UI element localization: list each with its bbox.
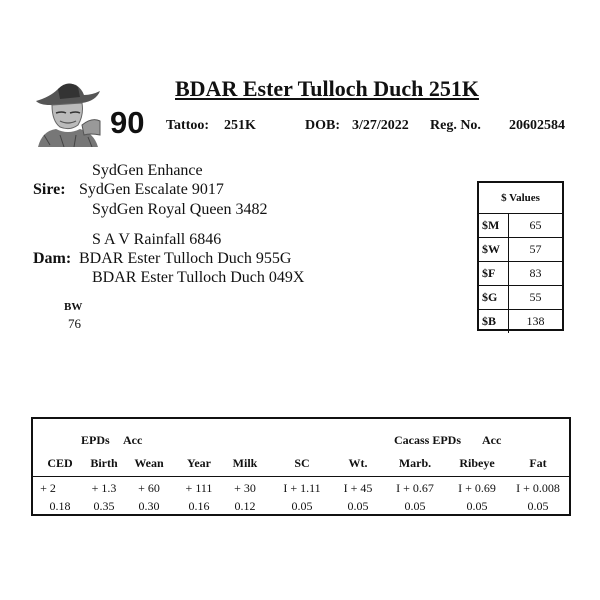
epd-accuracy: 0.18 [49,499,71,513]
dollar-value: 65 [529,218,542,232]
sire-label: Sire: [33,181,66,198]
cowboy-logo-image [30,75,102,147]
reg-value: 20602584 [509,118,565,133]
dam-label: Dam: [33,250,72,267]
epd-accuracy: 0.12 [234,499,256,513]
epd-col-header: Ribeye [459,456,495,470]
epd-accuracy: 0.16 [188,499,210,513]
sire-sire-name: SydGen Enhance [92,162,203,179]
lot-number: 90 [110,105,145,140]
dollar-values-table [477,181,564,331]
carcass-acc-label: Acc [482,433,502,447]
tattoo-value: 251K [224,118,256,133]
dollar-value-row [479,262,562,286]
epd-accuracy: 0.05 [466,499,488,513]
sire-name: SydGen Escalate 9017 [79,181,224,198]
reg-label: Reg. No. [430,118,481,133]
dollar-value: 138 [526,314,545,328]
epd-col-header: Wt. [348,456,368,470]
epd-col-header: SC [294,456,310,470]
dollar-value: 57 [529,242,542,256]
dob-label: DOB: [305,118,340,133]
epd-value: I + 0.67 [396,481,434,495]
dollar-value-label: $G [479,286,509,309]
dob-value: 3/27/2022 [352,118,409,133]
bw-value: 76 [68,316,81,331]
epd-col-header: Marb. [398,456,432,470]
epd-value: + 111 [185,481,213,495]
epd-value: I + 0.69 [458,481,496,495]
dollar-value-label: $W [479,238,509,261]
dollar-value: 83 [529,266,542,280]
epd-col-header: CED [47,456,73,470]
dam-name: BDAR Ester Tulloch Duch 955G [79,250,292,267]
epd-value: + 30 [234,481,256,495]
epd-accuracy: 0.05 [291,499,313,513]
epd-col-header: Year [187,456,211,470]
tattoo-label: Tattoo: [166,118,210,133]
bw-label: BW [64,301,83,313]
epd-value: I + 1.11 [283,481,321,495]
epd-value: I + 45 [343,481,373,495]
dollar-value-row [479,310,562,333]
dollar-value: 55 [529,290,542,304]
epd-accuracy: 0.05 [404,499,426,513]
epd-table [31,417,571,516]
epd-col-header: Wean [134,456,164,470]
dollar-value-row [479,214,562,238]
dam-dam-name: BDAR Ester Tulloch Duch 049X [92,269,305,286]
carcass-epds-group-label: Cacass EPDs [394,433,462,447]
animal-name-title: BDAR Ester Tulloch Duch 251K [175,76,479,101]
epd-value: + 2 [40,481,56,495]
epd-accuracy: 0.35 [93,499,115,513]
epds-acc-label: Acc [123,433,143,447]
dollar-value-row [479,286,562,310]
dollar-value-row [479,238,562,262]
sire-dam-name: SydGen Royal Queen 3482 [92,201,268,218]
epd-col-header: Birth [90,456,118,470]
epd-col-header: Milk [232,456,258,470]
epd-accuracy: 0.30 [138,499,160,513]
dollar-value-label: $M [479,214,509,237]
dollar-value-label: $B [479,310,509,333]
epd-header-divider [33,476,569,477]
epds-group-label: EPDs [81,433,110,447]
dollar-values-header: $ Values [479,183,562,214]
epd-value: I + 0.008 [516,481,560,495]
epd-value: + 60 [138,481,160,495]
dam-sire-name: S A V Rainfall 6846 [92,231,222,248]
epd-accuracy: 0.05 [527,499,549,513]
dollar-value-label: $F [479,262,509,285]
epd-accuracy: 0.05 [347,499,369,513]
epd-value: + 1.3 [91,481,117,495]
epd-col-header: Fat [529,456,547,470]
